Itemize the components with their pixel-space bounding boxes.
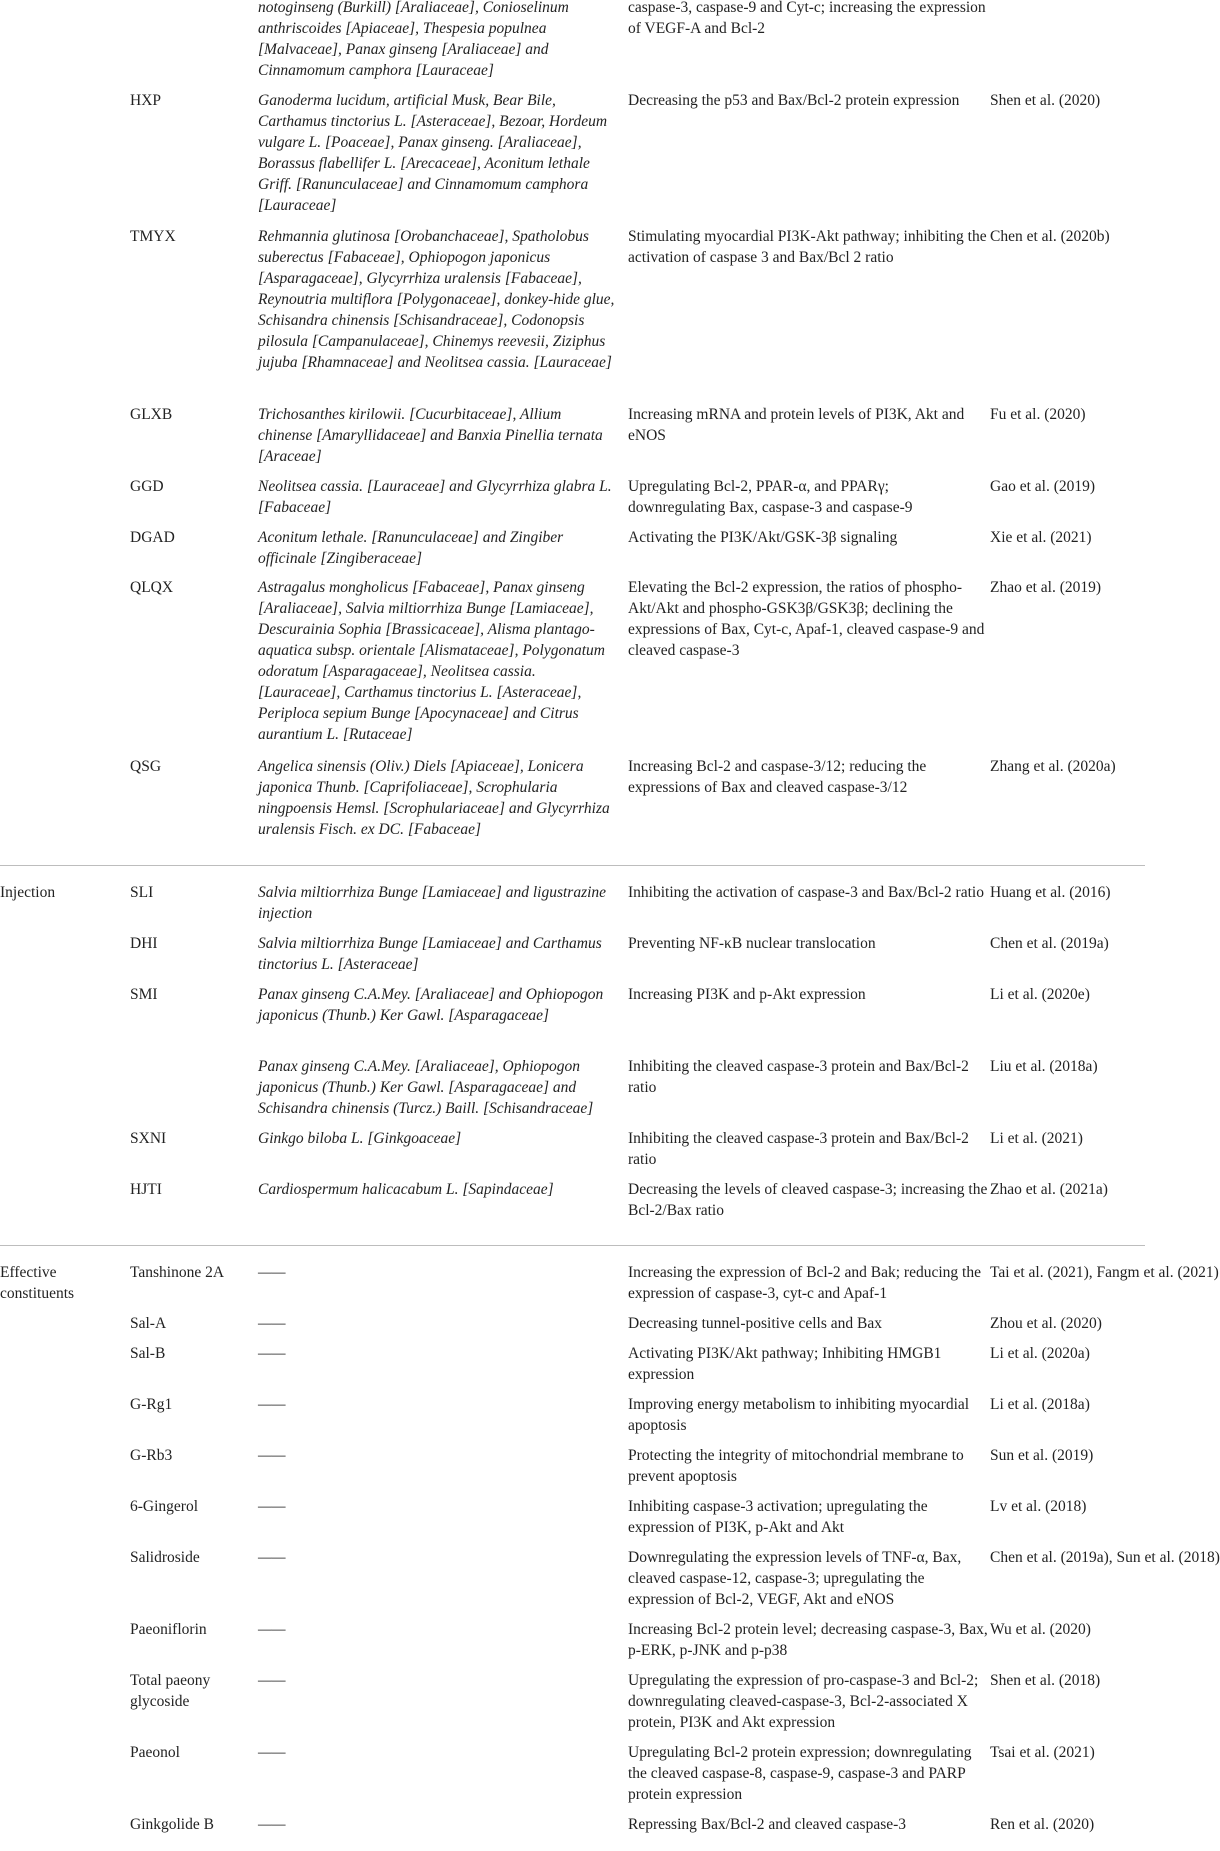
composition-cell: Ginkgo biloba L. [Ginkgoaceae] [258,1130,462,1147]
mechanism-cell: Decreasing tunnel-positive cells and Bax [628,1315,882,1332]
category-cell: Effective constituents [0,1264,75,1302]
reference-cell: Liu et al. (2018a) [990,1058,1098,1075]
reference-cell: Zhang et al. (2020a) [990,758,1116,775]
reference-cell: Zhao et al. (2021a) [990,1181,1108,1198]
composition-cell: Trichosanthes kirilowii. [Cucurbitaceae], Allium chinense [Amaryllidaceae] and Banxia Pinellia ternata [Araceae] [258,406,603,465]
composition-cell: Panax ginseng C.A.Mey. [Araliaceae] and Ophiopogon japonicus (Thunb.) Ker Gawl. [Asparagaceae] [258,986,604,1024]
mechanism-cell: Upregulating the expression of pro-caspase-3 and Bcl-2; downregulating cleaved-caspase-3, Bcl-2-associated X protein, PI3K and Akt expression [628,1672,979,1731]
reference-cell: Shen et al. (2018) [990,1672,1101,1689]
mechanism-cell: caspase-3, caspase-9 and Cyt-c; increasing the expression of VEGF-A and Bcl-2 [628,0,986,37]
name-cell: SMI [130,986,158,1003]
reference-cell: Li et al. (2018a) [990,1396,1090,1413]
composition-cell: Ganoderma lucidum, artificial Musk, Bear Bile, Carthamus tinctorius L. [Asteraceae], Bezoar, Hordeum vulgare L. [Poaceae], Panax ginseng. [Araliaceae], Borassus flabellifer L. [Arecaceae], Aconitum lethale Griff. [Ranunculaceae] and Cinnamomum camphora [Lauraceae] [258,92,608,214]
mechanism-cell: Increasing the expression of Bcl-2 and Bak; reducing the expression of caspase-3, cyt-c and Apaf-1 [628,1264,981,1302]
composition-cell: Salvia miltiorrhiza Bunge [Lamiaceae] and Carthamus tinctorius L. [Asteraceae] [258,935,602,973]
mechanism-cell: Increasing mRNA and protein levels of PI3K, Akt and eNOS [628,406,965,444]
category-cell: Injection [0,884,56,901]
reference-cell: Fu et al. (2020) [990,406,1086,423]
composition-cell: notoginseng (Burkill) [Araliaceae], Conioselinum anthriscoides [Apiaceae], Thespesia populnea [Malvaceae], Panax ginseng [Araliaceae] and Cinnamomum camphora [Lauraceae] [258,0,569,79]
name-cell: HXP [130,92,162,109]
name-cell: GLXB [130,406,173,423]
composition-cell: Panax ginseng C.A.Mey. [Araliaceae], Ophiopogon japonicus (Thunb.) Ker Gawl. [Asparagaceae] and Schisandra chinensis (Turcz.) Baill. [Schisandraceae] [258,1058,594,1117]
mechanism-cell: Decreasing the p53 and Bax/Bcl-2 protein expression [628,92,960,109]
reference-cell: Huang et al. (2016) [990,884,1111,901]
composition-cell: —— [258,1498,286,1515]
name-cell: 6-Gingerol [130,1498,199,1515]
mechanism-cell: Inhibiting the activation of caspase-3 and Bax/Bcl-2 ratio [628,884,984,901]
composition-cell: —— [258,1447,286,1464]
mechanism-cell: Stimulating myocardial PI3K-Akt pathway; inhibiting the activation of caspase 3 and Bax/Bcl 2 ratio [628,228,987,266]
name-cell: DHI [130,935,158,952]
section-divider [0,865,1145,866]
name-cell: GGD [130,478,164,495]
reference-cell: Li et al. (2020a) [990,1345,1090,1362]
reference-cell: Tai et al. (2021), Fangm et al. (2021) [990,1264,1219,1281]
mechanism-cell: Decreasing the levels of cleaved caspase-3; increasing the Bcl-2/Bax ratio [628,1181,988,1219]
name-cell: HJTI [130,1181,162,1198]
composition-cell: Cardiospermum halicacabum L. [Sapindaceae] [258,1181,554,1198]
composition-cell: —— [258,1345,286,1362]
name-cell: Total paeony glycoside [130,1672,211,1710]
reference-cell: Shen et al. (2020) [990,92,1101,109]
name-cell: TMYX [130,228,176,245]
reference-cell: Wu et al. (2020) [990,1621,1091,1638]
reference-cell: Xie et al. (2021) [990,529,1092,546]
mechanism-cell: Activating PI3K/Akt pathway; Inhibiting HMGB1 expression [628,1345,942,1383]
name-cell: G-Rb3 [130,1447,173,1464]
composition-cell: Aconitum lethale. [Ranunculaceae] and Zingiber officinale [Zingiberaceae] [258,529,564,567]
reference-cell: Sun et al. (2019) [990,1447,1094,1464]
composition-cell: Angelica sinensis (Oliv.) Diels [Apiaceae], Lonicera japonica Thunb. [Caprifoliaceae], Scrophularia ningpoensis Hemsl. [Scrophulariaceae] and Glycyrrhiza uralensis Fisch. ex DC. [Fabaceae] [258,758,610,838]
reference-cell: Ren et al. (2020) [990,1816,1095,1833]
name-cell: SLI [130,884,154,901]
mechanism-cell: Inhibiting the cleaved caspase-3 protein and Bax/Bcl-2 ratio [628,1130,969,1168]
name-cell: Paeoniflorin [130,1621,207,1638]
mechanism-cell: Increasing Bcl-2 protein level; decreasing caspase-3, Bax, p-ERK, p-JNK and p-p38 [628,1621,988,1659]
name-cell: Salidroside [130,1549,200,1566]
name-cell: SXNI [130,1130,167,1147]
reference-cell: Chen et al. (2019a), Sun et al. (2018) [990,1549,1220,1566]
reference-cell: Chen et al. (2020b) [990,228,1110,245]
mechanism-cell: Increasing PI3K and p-Akt expression [628,986,866,1003]
name-cell: Paeonol [130,1744,180,1761]
composition-cell: Rehmannia glutinosa [Orobanchaceae], Spatholobus suberectus [Fabaceae], Ophiopogon japonicus [Asparagaceae], Glycyrrhiza uralensis [Fabaceae], Reynoutria multiflora [Polygonaceae], donkey-hide glue, Schisandra chinensis [Schisandraceae], Codonopsis pilosula [Campanulaceae], Chinemys reevesii, Ziziphus jujuba [Rhamnaceae] and Neolitsea cassia. [Lauraceae] [258,228,615,371]
reference-cell: Chen et al. (2019a) [990,935,1109,952]
mechanism-cell: Repressing Bax/Bcl-2 and cleaved caspase-3 [628,1816,907,1833]
reference-cell: Zhao et al. (2019) [990,579,1102,596]
composition-cell: Astragalus mongholicus [Fabaceae], Panax ginseng [Araliaceae], Salvia miltiorrhiza Bunge [Lamiaceae], Descurainia Sophia [Brassicaceae], Alisma plantago-aquatica subsp. orientale [Alismataceae], Polygonatum odoratum [Asparagaceae], Neolitsea cassia. [Lauraceae], Carthamus tinctorius L. [Asteraceae], Periploca sepium Bunge [Apocynaceae] and Citrus aurantium L. [Rutaceae] [258,579,605,743]
name-cell: QSG [130,758,162,775]
composition-cell: —— [258,1672,286,1689]
composition-cell: —— [258,1549,286,1566]
mechanism-cell: Increasing Bcl-2 and caspase-3/12; reducing the expressions of Bax and cleaved caspase-3/12 [628,758,927,796]
reference-cell: Tsai et al. (2021) [990,1744,1095,1761]
name-cell: Ginkgolide B [130,1816,214,1833]
reference-cell: Zhou et al. (2020) [990,1315,1102,1332]
name-cell: Tanshinone 2A [130,1264,225,1281]
mechanism-cell: Upregulating Bcl-2 protein expression; downregulating the cleaved caspase-8, caspase-9, caspase-3 and PARP protein expression [628,1744,972,1803]
composition-cell: Neolitsea cassia. [Lauraceae] and Glycyrrhiza glabra L. [Fabaceae] [258,478,612,516]
name-cell: Sal-B [130,1345,166,1362]
composition-cell: Salvia miltiorrhiza Bunge [Lamiaceae] and ligustrazine injection [258,884,607,922]
name-cell: Sal-A [130,1315,167,1332]
reference-cell: Li et al. (2020e) [990,986,1090,1003]
composition-cell: —— [258,1264,286,1281]
mechanism-cell: Inhibiting caspase-3 activation; upregulating the expression of PI3K, p-Akt and Akt [628,1498,928,1536]
mechanism-cell: Protecting the integrity of mitochondrial membrane to prevent apoptosis [628,1447,964,1485]
mechanism-cell: Downregulating the expression levels of TNF-α, Bax, cleaved caspase-12, caspase-3; upregulating the expression of Bcl-2, VEGF, Akt and eNOS [628,1549,962,1608]
mechanism-cell: Activating the PI3K/Akt/GSK-3β signaling [628,529,898,546]
name-cell: G-Rg1 [130,1396,173,1413]
mechanism-cell: Inhibiting the cleaved caspase-3 protein and Bax/Bcl-2 ratio [628,1058,969,1096]
name-cell: DGAD [130,529,175,546]
mechanism-cell: Preventing NF-κB nuclear translocation [628,935,876,952]
composition-cell: —— [258,1315,286,1332]
reference-cell: Gao et al. (2019) [990,478,1096,495]
composition-cell: —— [258,1621,286,1638]
composition-cell: —— [258,1744,286,1761]
mechanism-cell: Improving energy metabolism to inhibiting myocardial apoptosis [628,1396,970,1434]
reference-cell: Lv et al. (2018) [990,1498,1087,1515]
mechanism-cell: Upregulating Bcl-2, PPAR-α, and PPARγ; downregulating Bax, caspase-3 and caspase-9 [628,478,913,516]
mechanism-cell: Elevating the Bcl-2 expression, the ratios of phospho-Akt/Akt and phospho-GSK3β/GSK3β; declining the expressions of Bax, Cyt-c, Apaf-1, cleaved caspase-9 and cleaved caspase-3 [628,579,985,659]
composition-cell: —— [258,1396,286,1413]
section-divider [0,1245,1145,1246]
reference-cell: Li et al. (2021) [990,1130,1083,1147]
composition-cell: —— [258,1816,286,1833]
name-cell: QLQX [130,579,174,596]
